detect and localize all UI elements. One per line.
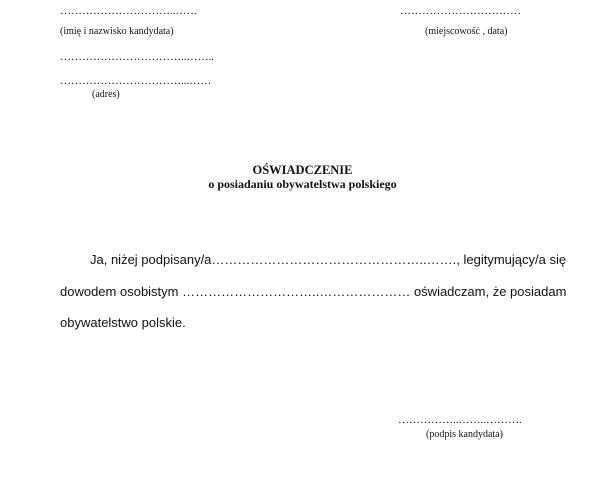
signature-caption: (podpis kandydata) — [426, 429, 503, 440]
address-caption: (adres) — [92, 89, 120, 100]
document-title: OŚWIADCZENIE — [252, 163, 353, 177]
address-dotted-line-2: ……………………………...…… — [60, 75, 212, 87]
declaration-line-2: dowodem osobistym …………………………..………………… oświadczam, że posiadam — [60, 284, 567, 299]
name-dotted-line: …………………………..…… — [60, 5, 198, 17]
address-dotted-line-1: ……………………………..…….. — [60, 51, 214, 63]
document-subtitle: o posiadaniu obywatelstwa polskiego — [208, 177, 397, 191]
place-date-caption: (miejscowość , data) — [425, 26, 508, 37]
signature-dotted-line: ……………..……..………. — [398, 414, 522, 426]
declaration-line-3: obywatelstwo polskie. — [60, 315, 186, 330]
declaration-line-1: Ja, niżej podpisany/a…………………………………………..……., legitymujący/a się — [90, 252, 567, 267]
place-date-dotted-line: …………………………… — [400, 5, 521, 17]
name-caption: (imię i nazwisko kandydata) — [60, 26, 174, 37]
